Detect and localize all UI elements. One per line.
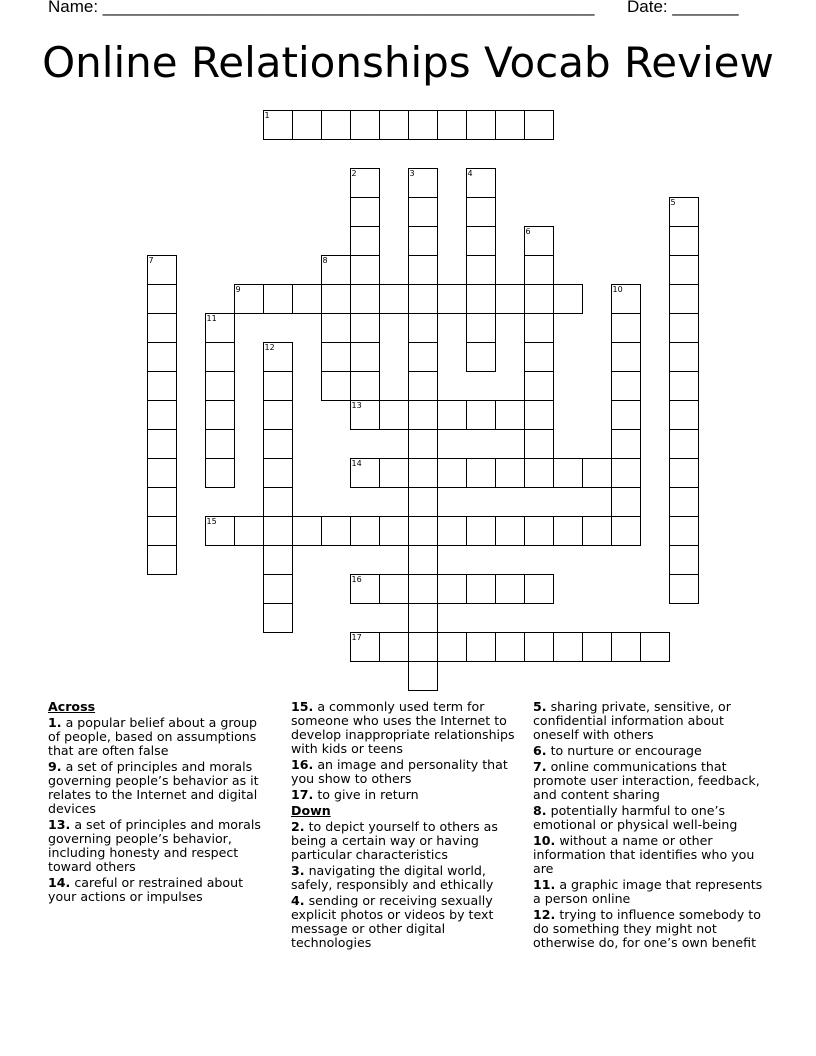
crossword-cell[interactable] [321, 110, 351, 140]
clue-down-8: 8. potentially harmful to one’s emotional or physical well-being [533, 803, 738, 832]
crossword-cell[interactable] [263, 458, 293, 488]
crossword-cell[interactable] [147, 429, 177, 459]
crossword-cell[interactable] [350, 110, 380, 140]
crossword-cell[interactable] [263, 284, 293, 314]
clue-across-9: 9. a set of principles and morals governing people’s behavior as it relates to the Internet and digital devices [48, 759, 259, 816]
crossword-cell[interactable] [408, 110, 438, 140]
crossword-cell[interactable] [669, 371, 699, 401]
crossword-cell[interactable] [263, 400, 293, 430]
crossword-cell[interactable] [495, 574, 525, 604]
crossword-cell[interactable] [669, 342, 699, 372]
crossword-cell[interactable] [147, 458, 177, 488]
clue-number: 13 [351, 401, 362, 410]
crossword-cell[interactable] [495, 632, 525, 662]
crossword-cell[interactable] [466, 632, 496, 662]
crossword-cell[interactable] [611, 632, 641, 662]
crossword-cell[interactable] [437, 516, 467, 546]
crossword-cell[interactable] [263, 342, 293, 372]
crossword-cell[interactable] [234, 284, 264, 314]
crossword-cell[interactable] [524, 284, 554, 314]
across-heading: Across [48, 699, 96, 714]
crossword-cell[interactable] [263, 545, 293, 575]
crossword-cell[interactable] [321, 516, 351, 546]
crossword-cell[interactable] [582, 516, 612, 546]
crossword-cell[interactable] [147, 342, 177, 372]
crossword-cell[interactable] [205, 429, 235, 459]
crossword-cell[interactable] [495, 110, 525, 140]
clue-number: 8 [322, 256, 328, 265]
clue-number: 1 [264, 111, 270, 120]
crossword-cell[interactable] [553, 516, 583, 546]
crossword-cell[interactable] [408, 313, 438, 343]
crossword-cell[interactable] [437, 284, 467, 314]
crossword-cell[interactable] [524, 342, 554, 372]
crossword-cell[interactable] [147, 400, 177, 430]
crossword-cell[interactable] [611, 400, 641, 430]
crossword-cell[interactable] [466, 574, 496, 604]
crossword-cell[interactable] [669, 197, 699, 227]
crossword-cell[interactable] [350, 632, 380, 662]
clue-down-6: 6. to nurture or encourage [533, 743, 702, 758]
clue-number: 7 [148, 256, 154, 265]
crossword-cell[interactable] [524, 632, 554, 662]
crossword-cell[interactable] [611, 458, 641, 488]
clue-number: 5 [670, 198, 676, 207]
crossword-cell[interactable] [292, 110, 322, 140]
crossword-cell[interactable] [408, 516, 438, 546]
clue-number: 15 [206, 517, 217, 526]
crossword-cell[interactable] [350, 168, 380, 198]
crossword-cell[interactable] [524, 458, 554, 488]
crossword-cell[interactable] [466, 168, 496, 198]
crossword-cell[interactable] [408, 197, 438, 227]
crossword-cell[interactable] [205, 342, 235, 372]
crossword-cell[interactable] [466, 313, 496, 343]
crossword-cell[interactable] [669, 400, 699, 430]
crossword-cell[interactable] [321, 255, 351, 285]
crossword-cell[interactable] [408, 574, 438, 604]
crossword-cell[interactable] [524, 400, 554, 430]
clue-number: 10 [612, 285, 623, 294]
clue-number: 9 [235, 285, 241, 294]
crossword-cell[interactable] [379, 574, 409, 604]
crossword-cell[interactable] [408, 458, 438, 488]
clue-across-1: 1. a popular belief about a group of people, based on assumptions that are often false [48, 715, 257, 758]
date-line: Date: _______ [627, 0, 739, 16]
crossword-cell[interactable] [437, 400, 467, 430]
crossword-cell[interactable] [611, 313, 641, 343]
crossword-cell[interactable] [321, 284, 351, 314]
crossword-cell[interactable] [379, 458, 409, 488]
crossword-cell[interactable] [669, 516, 699, 546]
crossword-cell[interactable] [408, 661, 438, 691]
crossword-cell[interactable] [408, 603, 438, 633]
crossword-cell[interactable] [408, 371, 438, 401]
crossword-cell[interactable] [669, 545, 699, 575]
name-line: Name: ____________________________________________________ [48, 0, 595, 16]
crossword-cell[interactable] [524, 313, 554, 343]
clue-number: 4 [467, 169, 473, 178]
crossword-cell[interactable] [466, 342, 496, 372]
crossword-cell[interactable] [611, 371, 641, 401]
crossword-cell[interactable] [350, 313, 380, 343]
clue-number: 17 [351, 633, 362, 642]
crossword-cell[interactable] [379, 632, 409, 662]
clue-down-3: 3. navigating the digital world, safely, responsibly and ethically [291, 863, 494, 892]
clue-down-5: 5. sharing private, sensitive, or confidential information about oneself with others [533, 699, 731, 742]
crossword-cell[interactable] [292, 284, 322, 314]
crossword-cell[interactable] [350, 458, 380, 488]
clue-across-13: 13. a set of principles and morals governing people’s behavior, including honesty and respect toward others [48, 817, 261, 874]
crossword-cell[interactable] [263, 110, 293, 140]
crossword-cell[interactable] [408, 632, 438, 662]
crossword-cell[interactable] [263, 371, 293, 401]
crossword-cell[interactable] [582, 632, 612, 662]
crossword-cell[interactable] [263, 603, 293, 633]
crossword-cell[interactable] [147, 487, 177, 517]
crossword-cell[interactable] [669, 226, 699, 256]
crossword-cell[interactable] [147, 545, 177, 575]
crossword-cell[interactable] [408, 400, 438, 430]
crossword-cell[interactable] [524, 110, 554, 140]
crossword-cell[interactable] [466, 284, 496, 314]
clue-down-12: 12. trying to influence somebody to do something they might not otherwise do, for one’s own benefit [533, 907, 761, 950]
crossword-cell[interactable] [263, 516, 293, 546]
crossword-cell[interactable] [524, 255, 554, 285]
crossword-cell[interactable] [669, 284, 699, 314]
clue-across-14: 14. careful or restrained about your actions or impulses [48, 875, 244, 904]
crossword-cell[interactable] [524, 226, 554, 256]
crossword-cell[interactable] [408, 429, 438, 459]
crossword-cell[interactable] [147, 313, 177, 343]
crossword-cell[interactable] [205, 458, 235, 488]
clue-number: 3 [409, 169, 415, 178]
clue-across-16: 16. an image and personality that you show to others [291, 757, 508, 786]
crossword-cell[interactable] [379, 284, 409, 314]
crossword-cell[interactable] [611, 429, 641, 459]
page-title: Online Relationships Vocab Review [42, 38, 774, 87]
crossword-cell[interactable] [350, 342, 380, 372]
clue-across-15: 15. a commonly used term for someone who uses the Internet to develop inappropriate relationships with kids or teens [291, 699, 515, 756]
crossword-cell[interactable] [350, 226, 380, 256]
crossword-cell[interactable] [350, 371, 380, 401]
crossword-cell[interactable] [263, 429, 293, 459]
crossword-cell[interactable] [437, 574, 467, 604]
clue-down-4: 4. sending or receiving sexually explicit photos or videos by text message or other digital technologies [291, 893, 494, 950]
clues-column-1 [48, 700, 272, 906]
crossword-cell[interactable] [466, 516, 496, 546]
crossword-cell[interactable] [524, 574, 554, 604]
clue-number: 12 [264, 343, 275, 352]
crossword-cell[interactable] [234, 516, 264, 546]
crossword-cell[interactable] [495, 400, 525, 430]
crossword-cell[interactable] [408, 168, 438, 198]
clue-down-7: 7. online communications that promote user interaction, feedback, and content sharing [533, 759, 760, 802]
clues-column-3 [533, 700, 769, 952]
crossword-cell[interactable] [147, 371, 177, 401]
clue-down-10: 10. without a name or other information that identifies who you are [533, 833, 755, 876]
crossword-cell[interactable] [408, 342, 438, 372]
clue-number: 16 [351, 575, 362, 584]
crossword-cell[interactable] [611, 516, 641, 546]
clues-column-2 [291, 700, 517, 952]
down-heading: Down [291, 803, 331, 818]
crossword-cell[interactable] [408, 545, 438, 575]
crossword-cell[interactable] [669, 574, 699, 604]
clue-number: 2 [351, 169, 357, 178]
crossword-cell[interactable] [147, 516, 177, 546]
crossword-cell[interactable] [553, 632, 583, 662]
crossword-cell[interactable] [495, 516, 525, 546]
crossword-cell[interactable] [640, 632, 670, 662]
crossword-cell[interactable] [147, 255, 177, 285]
crossword-cell[interactable] [205, 400, 235, 430]
crossword-cell[interactable] [437, 110, 467, 140]
crossword-cell[interactable] [350, 516, 380, 546]
crossword-cell[interactable] [611, 284, 641, 314]
crossword-cell[interactable] [379, 400, 409, 430]
crossword-cell[interactable] [350, 400, 380, 430]
crossword-cell[interactable] [466, 400, 496, 430]
crossword-cell[interactable] [611, 487, 641, 517]
crossword-cell[interactable] [437, 632, 467, 662]
crossword-cell[interactable] [321, 342, 351, 372]
crossword-cell[interactable] [205, 371, 235, 401]
crossword-cell[interactable] [147, 284, 177, 314]
clue-across-17: 17. to give in return [291, 787, 419, 802]
crossword-cell[interactable] [379, 110, 409, 140]
clue-down-2: 2. to depict yourself to others as being a certain way or having particular characteristics [291, 819, 498, 862]
crossword-cell[interactable] [466, 255, 496, 285]
crossword-cell[interactable] [321, 313, 351, 343]
crossword-cell[interactable] [553, 284, 583, 314]
clue-number: 14 [351, 459, 362, 468]
crossword-cell[interactable] [321, 371, 351, 401]
crossword-cell[interactable] [408, 226, 438, 256]
crossword-cell[interactable] [553, 458, 583, 488]
crossword-cell[interactable] [524, 371, 554, 401]
crossword-cell[interactable] [350, 197, 380, 227]
clue-down-11: 11. a graphic image that represents a person online [533, 877, 763, 906]
crossword-cell[interactable] [379, 516, 409, 546]
crossword-cell[interactable] [263, 574, 293, 604]
crossword-cell[interactable] [408, 255, 438, 285]
crossword-cell[interactable] [350, 255, 380, 285]
crossword-cell[interactable] [669, 429, 699, 459]
crossword-cell[interactable] [524, 429, 554, 459]
crossword-cell[interactable] [582, 458, 612, 488]
crossword-cell[interactable] [437, 458, 467, 488]
crossword-cell[interactable] [350, 574, 380, 604]
crossword-cell[interactable] [495, 458, 525, 488]
crossword-cell[interactable] [611, 342, 641, 372]
crossword-cell[interactable] [669, 487, 699, 517]
crossword-cell[interactable] [466, 110, 496, 140]
crossword-cell[interactable] [466, 197, 496, 227]
crossword-cell[interactable] [408, 284, 438, 314]
crossword-cell[interactable] [669, 458, 699, 488]
crossword-cell[interactable] [350, 284, 380, 314]
crossword-cell[interactable] [292, 516, 322, 546]
crossword-cell[interactable] [205, 516, 235, 546]
crossword-cell[interactable] [466, 458, 496, 488]
clue-number: 11 [206, 314, 217, 323]
crossword-cell[interactable] [205, 313, 235, 343]
clue-number: 6 [525, 227, 531, 236]
crossword-cell[interactable] [524, 516, 554, 546]
crossword-cell[interactable] [466, 226, 496, 256]
crossword-cell[interactable] [669, 313, 699, 343]
crossword-cell[interactable] [495, 284, 525, 314]
crossword-cell[interactable] [408, 487, 438, 517]
crossword-cell[interactable] [263, 487, 293, 517]
crossword-cell[interactable] [669, 255, 699, 285]
